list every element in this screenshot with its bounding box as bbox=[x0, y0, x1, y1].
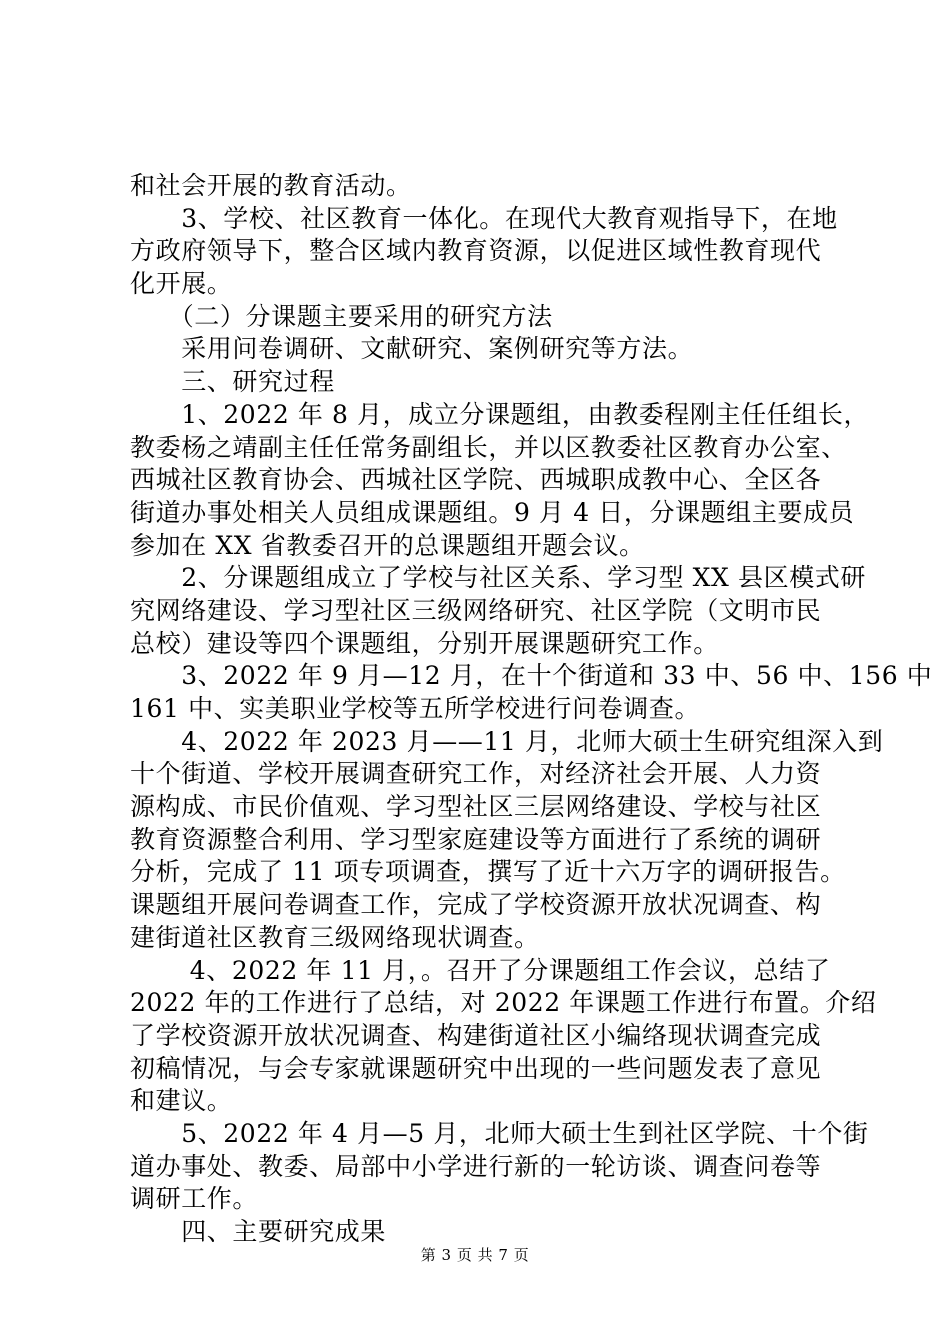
text-line: 化开展。 bbox=[130, 269, 233, 299]
text-line: 3、2022 年 9 月—12 月，在十个街道和 33 中、56 中、156 中 bbox=[130, 661, 933, 691]
text-line: 4、2022 年 11 月，。召开了分课题组工作会议，总结了 bbox=[130, 955, 831, 985]
text-line: 究网络建设、学习型社区三级网络研究、社区学院（文明市民 bbox=[130, 595, 822, 625]
text-line: 初稿情况，与会专家就课题研究中出现的一些问题发表了意见 bbox=[130, 1053, 822, 1083]
text-line: 5、2022 年 4 月—5 月，北师大硕士生到社区学院、十个街 bbox=[130, 1118, 869, 1148]
text-line: 分析，完成了 11 项专项调查，撰写了近十六万字的调研报告。 bbox=[130, 857, 846, 887]
section-heading: 三、研究过程 bbox=[130, 367, 335, 397]
document-body bbox=[130, 170, 933, 1249]
text-line: 了学校资源开放状况调查、构建街道社区小编络现状调查完成 bbox=[130, 1020, 822, 1050]
text-line: 课题组开展问卷调查工作，完成了学校资源开放状况调查、构 bbox=[130, 890, 822, 920]
section-heading: （二）分课题主要采用的研究方法 bbox=[130, 301, 553, 331]
text-line: 采用问卷调研、文献研究、案例研究等方法。 bbox=[130, 334, 694, 364]
text-line: 方政府领导下，整合区域内教育资源，以促进区域性教育现代 bbox=[130, 236, 822, 266]
text-line: 参加在 XX 省教委召开的总课题组开题会议。 bbox=[130, 530, 645, 560]
text-line: 3、学校、社区教育一体化。在现代大教育观指导下，在地 bbox=[130, 203, 838, 233]
text-line: 2022 年的工作进行了总结，对 2022 年课题工作进行布置。介绍 bbox=[130, 988, 877, 1018]
text-line: 西城社区教育协会、西城社区学院、西城职成教中心、全区各 bbox=[130, 465, 822, 495]
text-line: 街道办事处相关人员组成课题组。9 月 4 日，分课题组主要成员 bbox=[130, 497, 855, 527]
text-line: 4、2022 年 2023 月——11 月，北师大硕士生研究组深入到 bbox=[130, 726, 884, 756]
text-line: 和社会开展的教育活动。 bbox=[130, 171, 412, 200]
text-line: 和建议。 bbox=[130, 1086, 233, 1116]
text-line: 教委杨之靖副主任任常务副组长，并以区教委社区教育办公室、 bbox=[130, 432, 847, 462]
text-line: 161 中、实美职业学校等五所学校进行问卷调查。 bbox=[130, 694, 701, 723]
text-line: 建街道社区教育三级网络现状调查。 bbox=[130, 922, 540, 952]
text-line: 十个街道、学校开展调查研究工作，对经济社会开展、人力资 bbox=[130, 759, 822, 789]
text-line: 2、分课题组成立了学校与社区关系、学习型 XX 县区模式研 bbox=[130, 563, 866, 593]
page-number-footer: 第 3 页 共 7 页 bbox=[420, 1246, 530, 1264]
text-line: 道办事处、教委、局部中小学进行新的一轮访谈、调查问卷等 bbox=[130, 1151, 822, 1181]
text-line: 教育资源整合利用、学习型家庭建设等方面进行了系统的调研 bbox=[130, 824, 822, 854]
text-line: 总校）建设等四个课题组，分别开展课题研究工作。 bbox=[130, 628, 719, 658]
text-line: 源构成、市民价值观、学习型社区三层网络建设、学校与社区 bbox=[130, 792, 822, 822]
section-heading: 四、主要研究成果 bbox=[130, 1217, 387, 1246]
text-line: 调研工作。 bbox=[130, 1184, 259, 1214]
text-line: 1、2022 年 8 月，成立分课题组，由教委程刚主任任组长， bbox=[130, 399, 870, 429]
